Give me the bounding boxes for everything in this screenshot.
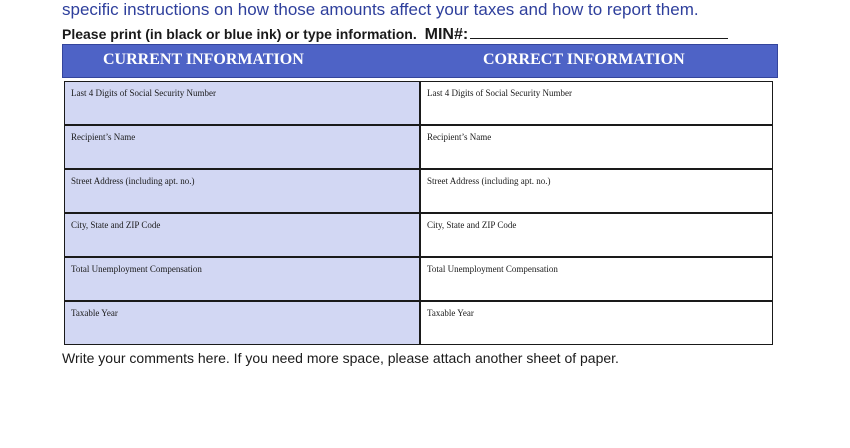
- field-label: Total Unemployment Compensation: [71, 264, 202, 274]
- correct-city-state-zip-field[interactable]: [420, 213, 773, 257]
- current-information-header: CURRENT INFORMATION: [103, 51, 304, 68]
- field-label: Taxable Year: [427, 308, 474, 318]
- current-street-address-field[interactable]: [64, 169, 420, 213]
- field-label: City, State and ZIP Code: [427, 220, 517, 230]
- correct-taxable-year-field[interactable]: [420, 301, 773, 345]
- field-label: City, State and ZIP Code: [71, 220, 161, 230]
- min-input-line[interactable]: [470, 24, 728, 39]
- correct-street-address-field[interactable]: [420, 169, 773, 213]
- field-label: Recipient’s Name: [427, 132, 492, 142]
- current-recipient-name-field[interactable]: [64, 125, 420, 169]
- correct-unemployment-compensation-field[interactable]: [420, 257, 773, 301]
- current-taxable-year-field[interactable]: [64, 301, 420, 345]
- field-label: Street Address (including apt. no.): [71, 176, 195, 186]
- min-label: MIN#:: [424, 26, 469, 43]
- field-label: Taxable Year: [71, 308, 118, 318]
- field-label: Last 4 Digits of Social Security Number: [71, 88, 216, 98]
- instruction-text: Please print (in black or blue ink) or type information.: [62, 26, 417, 42]
- intro-text: specific instructions on how those amounts affect your taxes and how to report them.: [62, 0, 699, 19]
- field-label: Last 4 Digits of Social Security Number: [427, 88, 572, 98]
- current-unemployment-compensation-field[interactable]: [64, 257, 420, 301]
- correct-information-header: CORRECT INFORMATION: [483, 51, 685, 68]
- comments-instruction: Write your comments here. If you need more space, please attach another sheet of paper.: [62, 350, 619, 366]
- field-label: Street Address (including apt. no.): [427, 176, 551, 186]
- field-label: Total Unemployment Compensation: [427, 264, 558, 274]
- field-label: Recipient’s Name: [71, 132, 136, 142]
- current-ssn-field[interactable]: [64, 81, 420, 125]
- print-instruction: [62, 24, 728, 44]
- correct-recipient-name-field[interactable]: [420, 125, 773, 169]
- correct-ssn-field[interactable]: [420, 81, 773, 125]
- form-header-bar: [62, 44, 778, 78]
- current-city-state-zip-field[interactable]: [64, 213, 420, 257]
